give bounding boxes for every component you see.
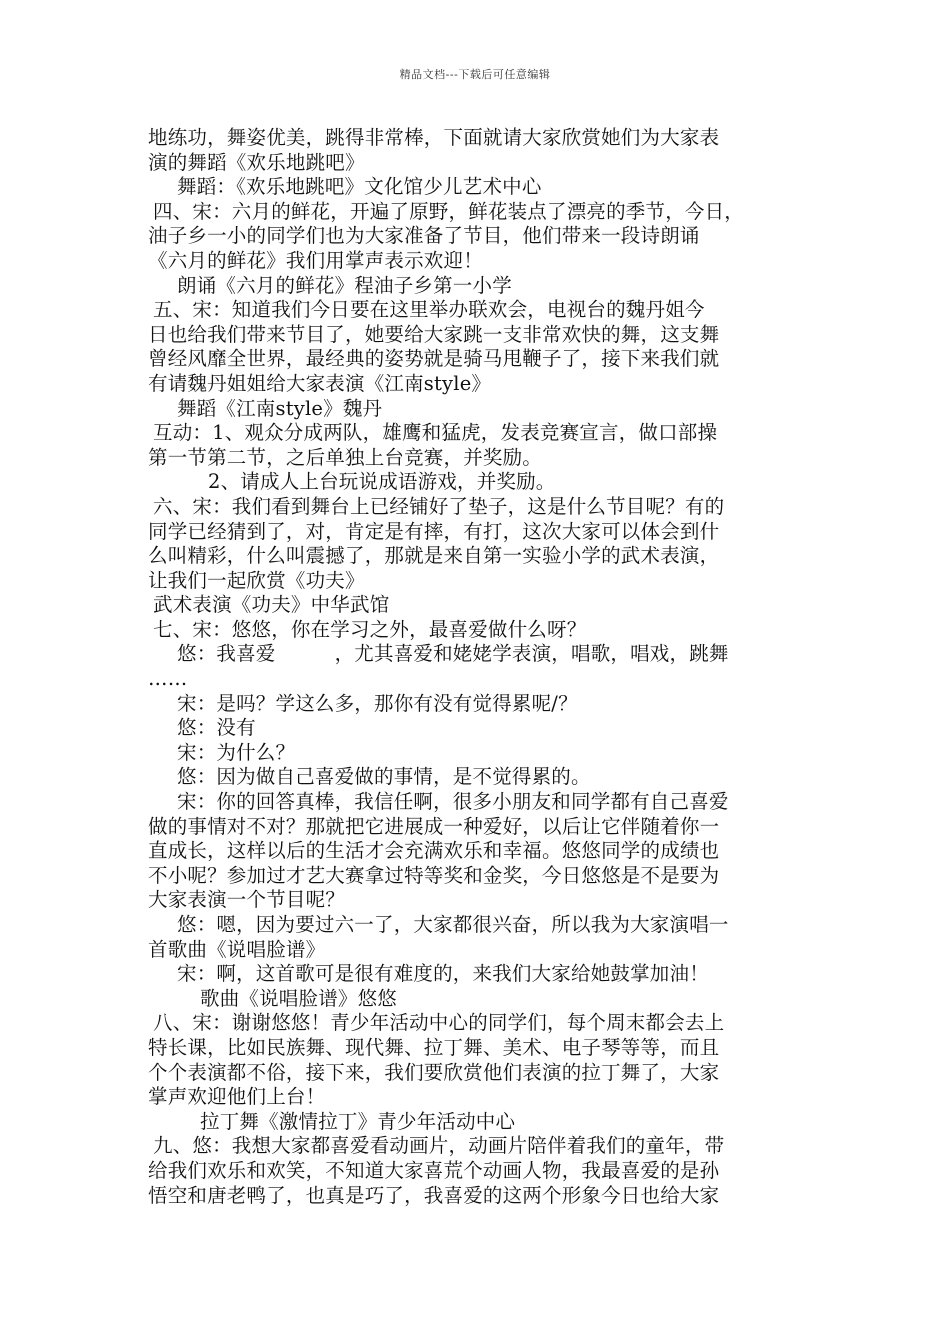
text-line: 给我们欢乐和欢笑，不知道大家喜荒个动画人物，我最喜爱的是孙 (148, 1158, 720, 1182)
text-line: 《六月的鲜花》我们用掌声表示欢迎！ (148, 248, 483, 272)
text-line: 首歌曲《说唱脸谱》 (148, 937, 326, 961)
text-line: 五、宋：知道我们今日要在这里举办联欢会，电视台的魏丹姐今 (153, 298, 705, 322)
text-line: 特长课，比如民族舞、现代舞、拉丁舞、美术、电子琴等等，而且 (148, 1035, 720, 1059)
text-line: 演的舞蹈《欢乐地跳吧》 (148, 150, 365, 174)
text-line: 宋：是吗？学这么多，那你有没有觉得累呢/？ (177, 691, 578, 715)
text-line: 武术表演《功夫》中华武馆 (153, 593, 390, 617)
text-line: 六、宋：我们看到舞台上已经铺好了垫子，这是什么节目呢？有的 (153, 494, 725, 518)
text-line: 拉丁舞《激情拉丁》青少年活动中心 (200, 1109, 516, 1133)
text-line: 互动：1、观众分成两队，雄鹰和猛虎，发表竞赛宣言，做口部操 (153, 421, 718, 445)
text-line: 悠：我喜爱 ，尤其喜爱和姥姥学表演，唱歌，唱戏，跳舞 (177, 642, 729, 666)
text-line: 歌曲《说唱脸谱》悠悠 (200, 986, 398, 1010)
page-header: 精品文档---下载后可任意编辑 (399, 68, 551, 81)
text-line: 七、宋：悠悠，你在学习之外，最喜爱做什么呀？ (153, 617, 587, 641)
text-line: 让我们一起欣赏《功夫》 (148, 568, 365, 592)
text-line: 舞蹈：《欢乐地跳吧》文化馆少儿艺术中心 (177, 175, 542, 199)
text-line: 宋：啊，这首歌可是很有难度的，来我们大家给她鼓掌加油！ (177, 962, 709, 986)
text-line: 朗诵《六月的鲜花》程油子乡第一小学 (177, 273, 512, 297)
text-line: 掌声欢迎他们上台！ (148, 1085, 326, 1109)
text-line: 悠：没有 (177, 716, 256, 740)
text-line: 油子乡一小的同学们也为大家准备了节目，他们带来一段诗朗诵 (148, 224, 700, 248)
text-line: 地练功，舞姿优美，跳得非常棒，下面就请大家欣赏她们为大家表 (148, 126, 720, 149)
text-line: 有请魏丹姐姐给大家表演《江南style》 (148, 371, 492, 395)
text-line: 第一节第二节，之后单独上台竞赛，并奖励。 (148, 445, 543, 469)
text-line: 2、请成人上台玩说成语游戏，并奖励。 (208, 470, 556, 494)
text-line: 宋：你的回答真棒，我信任啊，很多小朋友和同学都有自己喜爱 (177, 790, 729, 814)
text-line: 舞蹈《江南style》魏丹 (177, 396, 383, 420)
text-line: 同学已经猜到了，对，肯定是有摔，有打，这次大家可以体会到什 (148, 519, 720, 543)
text-line: 宋：为什么？ (177, 740, 296, 764)
document-body (148, 126, 808, 1208)
text-line: 么叫精彩，什么叫震撼了，那就是来自第一实验小学的武术表演， (148, 544, 720, 568)
text-line: 悠：因为做自己喜爱做的事情，是不觉得累的。 (177, 765, 591, 789)
text-line: 悠：嗯，因为要过六一了，大家都很兴奋，所以我为大家演唱一 (177, 913, 729, 936)
text-line: …… (148, 667, 188, 691)
text-line: 四、宋：六月的鲜花，开遍了原野，鲜花装点了漂亮的季节，今日， (153, 199, 745, 223)
text-line: 曾经风靡全世界，最经典的姿势就是骑马甩鞭子了，接下来我们就 (148, 347, 720, 371)
text-line: 直成长，这样以后的生活才会充满欢乐和幸福。悠悠同学的成绩也 (148, 839, 720, 863)
text-line: 日也给我们带来节目了，她要给大家跳一支非常欢快的舞，这支舞 (148, 322, 720, 346)
text-line: 个个表演都不俗，接下来，我们要欣赏他们表演的拉丁舞了，大家 (148, 1060, 720, 1084)
text-line: 悟空和唐老鸭了，也真是巧了，我喜爱的这两个形象今日也给大家 (148, 1183, 720, 1207)
text-line: 大家表演一个节目呢？ (148, 888, 346, 912)
text-line: 做的事情对不对？那就把它进展成一种爱好，以后让它伴随着你一 (148, 814, 720, 838)
text-line: 不小呢？参加过才艺大赛拿过特等奖和金奖，今日悠悠是不是要为 (148, 863, 720, 887)
text-line: 九、悠：我想大家都喜爱看动画片，动画片陪伴着我们的童年，带 (153, 1134, 725, 1158)
text-line: 八、宋：谢谢悠悠！青少年活动中心的同学们，每个周末都会去上 (153, 1011, 725, 1035)
